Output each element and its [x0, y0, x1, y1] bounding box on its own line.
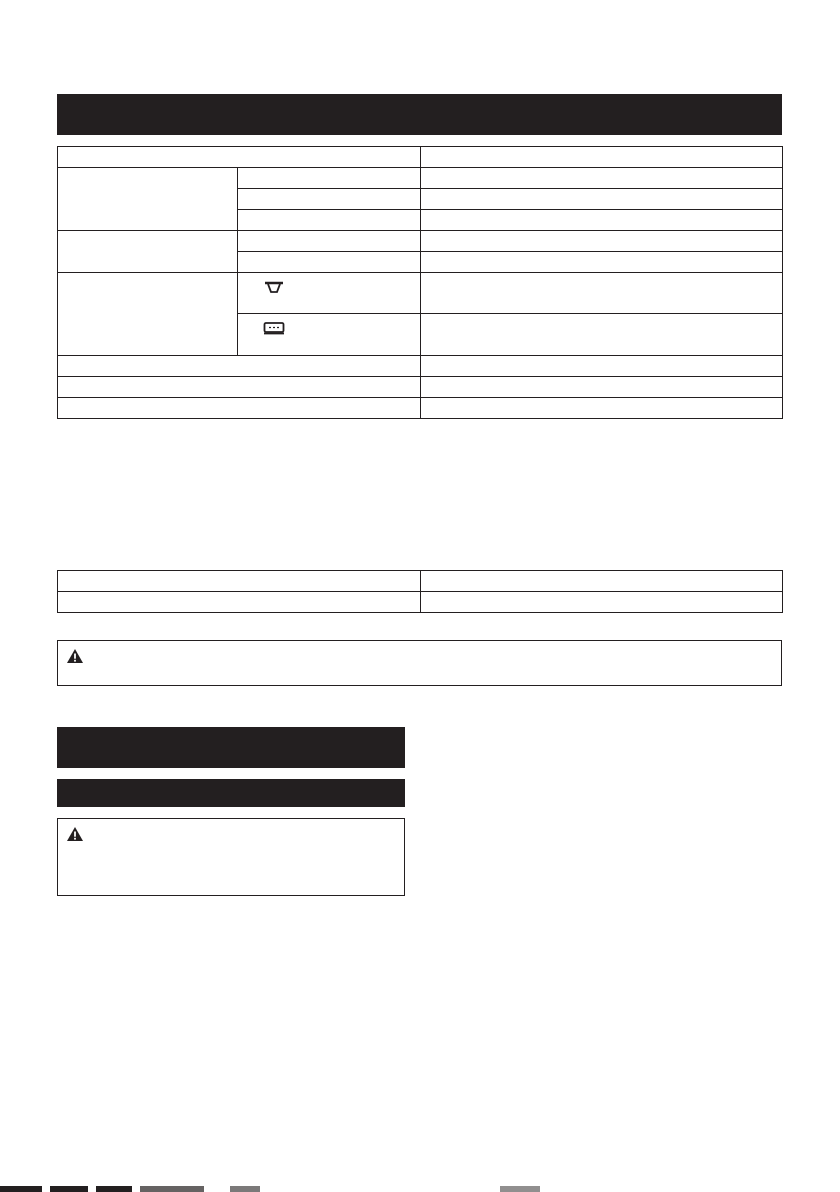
spec-sub-label	[238, 231, 421, 252]
warning-triangle-icon	[66, 648, 84, 664]
table-row	[58, 147, 783, 168]
battery-pack-icon	[263, 321, 285, 335]
warning-box-safety	[57, 818, 405, 896]
warning-box-wide	[57, 640, 782, 686]
spec-value	[421, 147, 783, 168]
specifications-heading-bar	[57, 94, 782, 135]
battery-value	[421, 592, 783, 613]
spec-value	[421, 356, 783, 377]
warning-triangle-icon	[66, 826, 84, 842]
spec-value	[421, 398, 783, 419]
table-row	[58, 231, 783, 252]
spec-label	[58, 356, 421, 377]
table-row	[58, 592, 783, 613]
spec-group-label	[58, 273, 238, 356]
table-row	[58, 398, 783, 419]
safety-heading-bar	[57, 727, 405, 768]
spec-value	[421, 252, 783, 273]
spec-label	[58, 398, 421, 419]
table-row	[58, 377, 783, 398]
spec-sub-label	[238, 210, 421, 231]
spec-value	[421, 314, 783, 356]
table-row	[58, 168, 783, 189]
specifications-table	[57, 146, 783, 419]
spec-label	[58, 377, 421, 398]
spec-value	[421, 210, 783, 231]
spec-sub-label	[238, 252, 421, 273]
battery-value	[421, 571, 783, 592]
table-row	[58, 356, 783, 377]
spec-sub-label	[238, 189, 421, 210]
bottom-cut-text-strip	[0, 1186, 840, 1192]
spec-sub-label	[238, 168, 421, 189]
spec-sub-icon-cell	[238, 314, 421, 356]
table-row	[58, 273, 783, 314]
spec-value	[421, 168, 783, 189]
spec-group-label	[58, 231, 238, 273]
spec-label	[58, 147, 421, 168]
battery-table	[57, 570, 783, 613]
cup-brush-icon	[264, 281, 284, 295]
safety-subheading-bar	[57, 779, 405, 807]
spec-value	[421, 377, 783, 398]
spec-value	[421, 273, 783, 314]
battery-label	[58, 571, 421, 592]
spec-value	[421, 189, 783, 210]
spec-sub-icon-cell	[238, 273, 421, 314]
battery-label	[58, 592, 421, 613]
spec-group-label	[58, 168, 238, 231]
spec-value	[421, 231, 783, 252]
table-row	[58, 571, 783, 592]
